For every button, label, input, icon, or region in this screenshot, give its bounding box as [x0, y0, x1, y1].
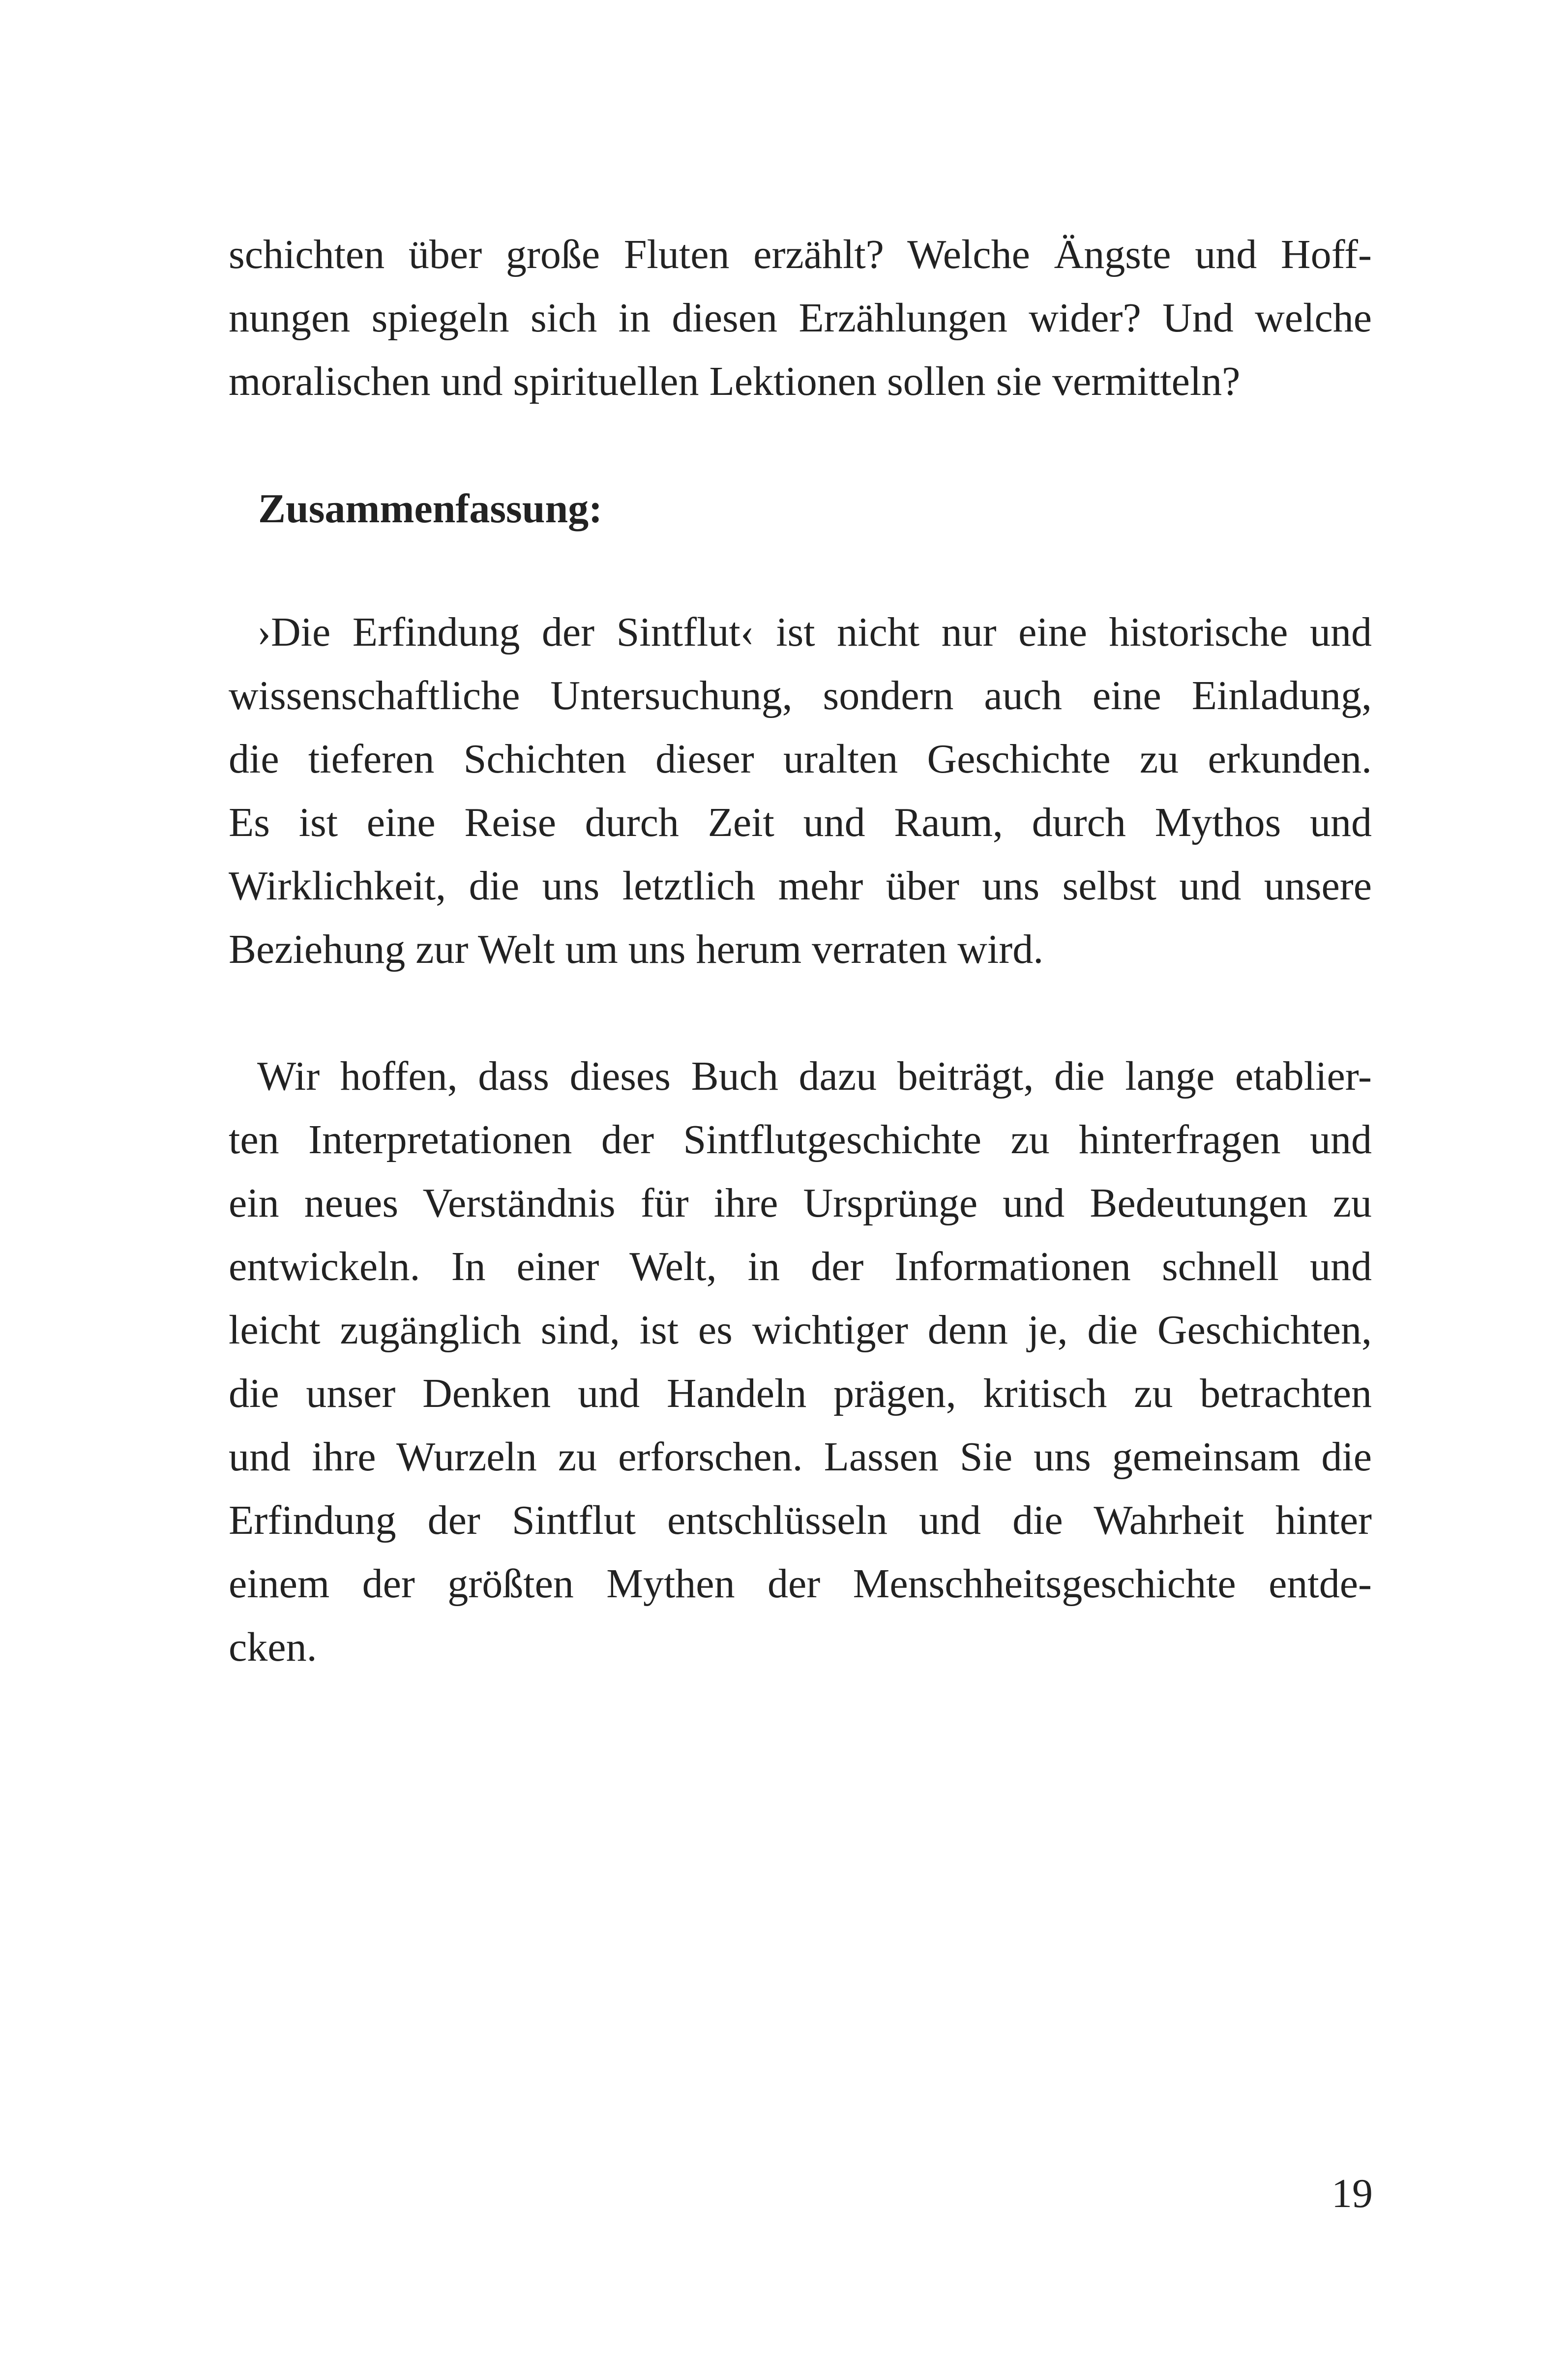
text-line: Wirklichkeit, die uns letztlich mehr über uns selbst und unsere [229, 863, 1372, 909]
text-line: und ihre Wurzeln zu erforschen. Lassen Sie uns gemeinsam die [229, 1434, 1372, 1480]
text-line: ›Die Erfindung der Sintflut‹ ist nicht nur eine historische und [257, 609, 1372, 655]
text-line: ein neues Verständnis für ihre Ursprünge und Bedeutungen zu [229, 1180, 1372, 1226]
section-heading: Zusammenfassung: [258, 486, 603, 532]
text-line: die tieferen Schichten dieser uralten Geschichte zu erkunden. [229, 736, 1372, 782]
text-line: einem der größten Mythen der Menschheitsgeschichte entde- [229, 1561, 1372, 1607]
text-line: wissenschaftliche Untersuchung, sondern auch eine Einladung, [229, 673, 1372, 718]
text-line: die unser Denken und Handeln prägen, kritisch zu betrachten [229, 1371, 1372, 1416]
summary-paragraph-1 [229, 600, 1372, 981]
text-line: Wir hoffen, dass dieses Buch dazu beiträgt, die lange etablier- [257, 1053, 1372, 1099]
text-line: entwickeln. In einer Welt, in der Informationen schnell und [229, 1244, 1372, 1289]
text-line: cken. [229, 1624, 317, 1670]
page-number: 19 [1331, 2171, 1373, 2216]
text-line: ten Interpretationen der Sintflutgeschichte zu hinterfragen und [229, 1117, 1372, 1163]
text-line: Erfindung der Sintflut entschlüsseln und die Wahrheit hinter [229, 1497, 1372, 1543]
text-line: Beziehung zur Welt um uns herum verraten wird. [229, 926, 1044, 972]
text-line: schichten über große Fluten erzählt? Welche Ängste und Hoff- [229, 232, 1372, 277]
text-line: moralischen und spirituellen Lektionen sollen sie vermitteln? [229, 358, 1241, 404]
text-line: nungen spiegeln sich in diesen Erzählungen wider? Und welche [229, 295, 1372, 341]
text-line: leicht zugänglich sind, ist es wichtiger denn je, die Geschichten, [229, 1307, 1372, 1353]
text-line: Es ist eine Reise durch Zeit und Raum, durch Mythos und [229, 800, 1372, 845]
intro-paragraph [229, 223, 1372, 413]
summary-paragraph-2 [229, 1045, 1372, 1679]
